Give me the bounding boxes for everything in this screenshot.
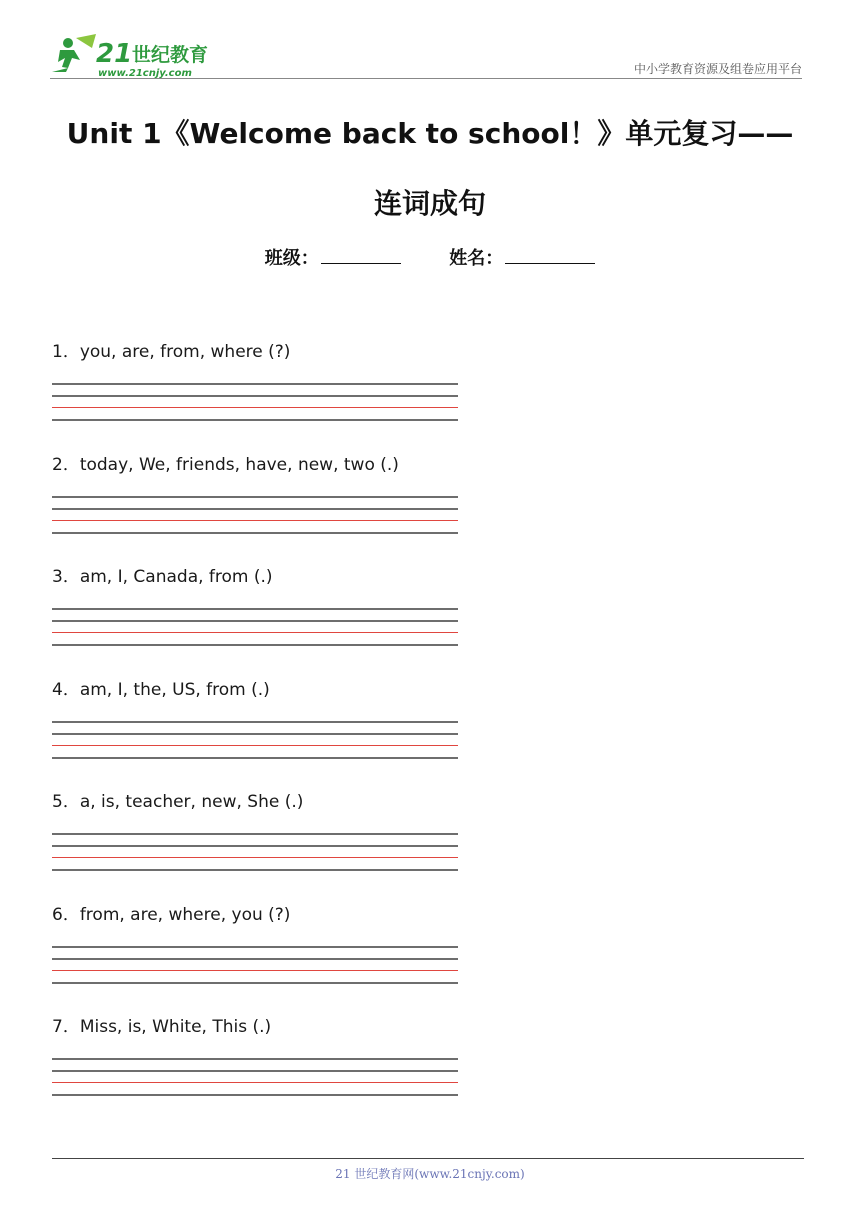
- question-5: 5．a, is, teacher, new, She (.): [52, 792, 304, 812]
- question-7: 7．Miss, is, White, This (.): [52, 1017, 272, 1037]
- footer-divider: [52, 1158, 804, 1159]
- answer-lines-5[interactable]: [52, 833, 458, 873]
- worksheet-subtitle: 连词成句: [373, 187, 486, 220]
- question-4: 4．am, I, the, US, from (.): [52, 680, 270, 700]
- answer-lines-6[interactable]: [52, 946, 458, 986]
- svg-text:21: 21: [96, 39, 133, 69]
- question-2: 2．today, We, friends, have, new, two (.): [52, 455, 399, 475]
- question-6: 6．from, are, where, you (?): [52, 905, 291, 925]
- question-3: 3．am, I, Canada, from (.): [52, 567, 273, 587]
- class-blank[interactable]: [321, 245, 401, 264]
- class-label: 班级：: [264, 248, 319, 269]
- header-divider: [50, 78, 802, 79]
- answer-lines-3[interactable]: [52, 608, 458, 648]
- site-logo[interactable]: [46, 34, 216, 80]
- worksheet-title: Unit 1《Welcome back to school！》单元复习——: [66, 117, 794, 150]
- answer-lines-2[interactable]: [52, 496, 458, 536]
- name-label: 姓名：: [449, 248, 504, 269]
- answer-lines-7[interactable]: [52, 1058, 458, 1098]
- student-info-fields: [0, 244, 860, 270]
- svg-text:世纪教育: 世纪教育: [132, 44, 209, 66]
- svg-text:www.21cnjy.com: www.21cnjy.com: [98, 68, 192, 79]
- answer-lines-1[interactable]: [52, 383, 458, 423]
- page-header: [0, 0, 860, 90]
- footer-text[interactable]: 21 世纪教育网(www.21cnjy.com): [335, 1167, 525, 1181]
- question-1: 1．you, are, from, where (?): [52, 342, 291, 362]
- logo-runner-icon: [46, 34, 216, 80]
- answer-lines-4[interactable]: [52, 721, 458, 761]
- platform-tagline: 中小学教育资源及组卷应用平台: [633, 62, 802, 76]
- name-blank[interactable]: [505, 245, 595, 264]
